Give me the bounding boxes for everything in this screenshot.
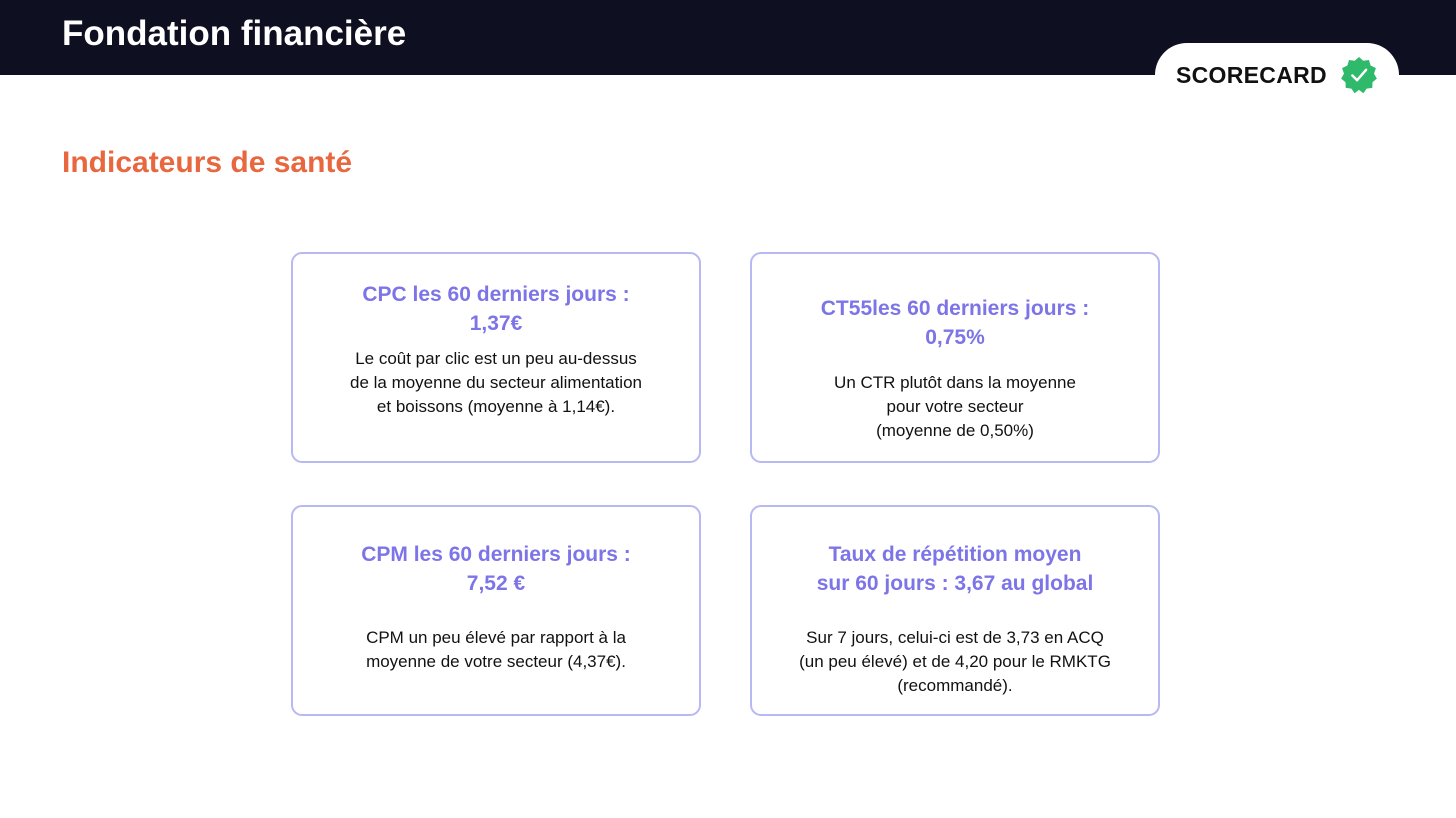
card-title-line: CPC les 60 derniers jours : (362, 283, 630, 306)
card-value: 0,75% (925, 326, 985, 349)
card-desc-line: moyenne de votre secteur (4,37€). (366, 652, 626, 671)
check-badge-icon (1340, 56, 1378, 94)
metric-card-cpc (291, 252, 701, 463)
card-desc-line: Le coût par clic est un peu au-dessus (355, 349, 637, 368)
card-desc-line: de la moyenne du secteur alimentation (349, 373, 642, 392)
card-desc-line: (un peu élevé) et de 4,20 pour le RMKTG (799, 652, 1111, 671)
card-title (752, 294, 1158, 352)
card-value: 1,37€ (469, 312, 523, 335)
scorecard-badge (1155, 43, 1399, 107)
card-desc-line: (recommandé). (897, 676, 1013, 695)
card-description (293, 347, 699, 419)
card-description (752, 626, 1158, 698)
metric-card-cpm (291, 505, 701, 716)
metric-card-repetition (750, 505, 1160, 716)
card-desc-line: CPM un peu élevé par rapport à la (366, 628, 626, 647)
card-title (752, 540, 1158, 598)
card-desc-line: Sur 7 jours, celui-ci est de 3,73 en ACQ (806, 628, 1104, 647)
card-title-line: Taux de répétition moyen (828, 543, 1082, 566)
page-title: Fondation financière (62, 14, 407, 53)
metric-card-ctr (750, 252, 1160, 463)
card-value: sur 60 jours : 3,67 au global (816, 572, 1094, 595)
card-desc-line: Un CTR plutôt dans la moyenne (834, 373, 1076, 392)
card-desc-line: (moyenne de 0,50%) (876, 421, 1034, 440)
card-description (293, 626, 699, 674)
card-title-line: CPM les 60 derniers jours : (361, 543, 631, 566)
card-title (293, 280, 699, 338)
section-title: Indicateurs de santé (62, 146, 353, 179)
card-title (293, 540, 699, 598)
scorecard-label: SCORECARD (1176, 62, 1327, 88)
card-value: 7,52 € (466, 572, 526, 595)
card-title-line: CT55les 60 derniers jours : (820, 297, 1090, 320)
card-desc-line: et boissons (moyenne à 1,14€). (376, 397, 616, 416)
card-description (752, 371, 1158, 443)
card-desc-line: pour votre secteur (886, 397, 1024, 416)
